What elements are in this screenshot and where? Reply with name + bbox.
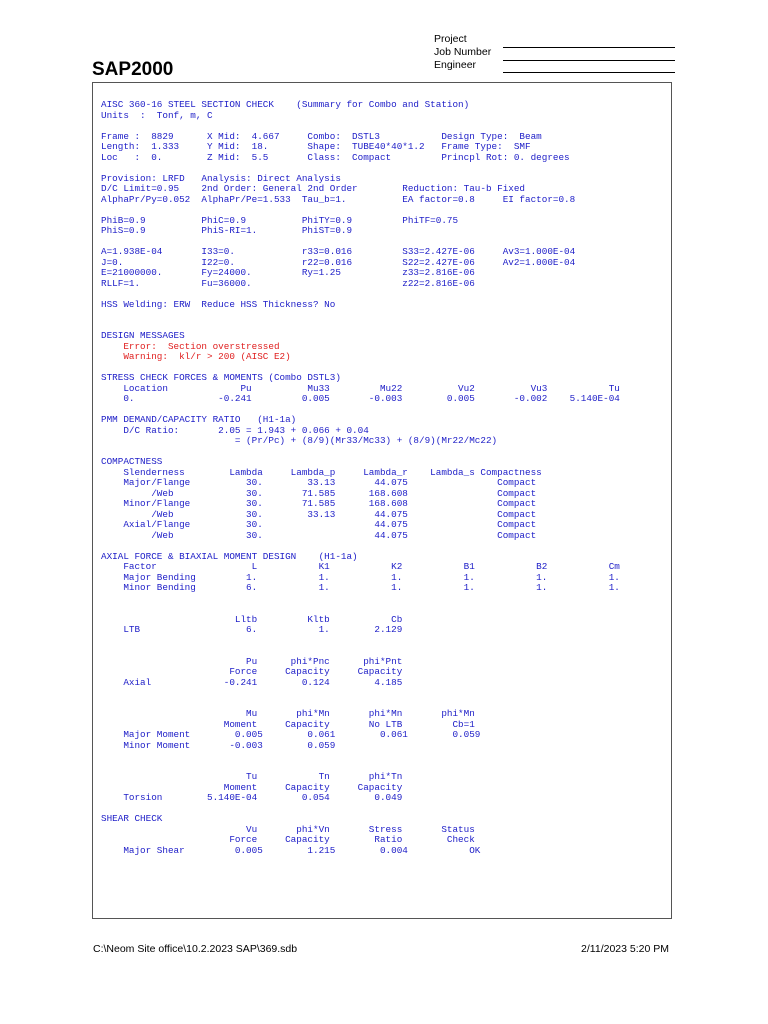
axial-row: Axial -0.241 0.124 4.185	[101, 676, 403, 688]
frame-info-line: Frame : 8829 X Mid: 4.667 Combo: DSTL3 Design Type: Beam	[101, 130, 542, 142]
job-number-line	[503, 60, 675, 61]
shear-check-title: SHEAR CHECK	[101, 813, 163, 824]
hss-welding-line: HSS Welding: ERW Reduce HSS Thickness? No	[101, 298, 336, 310]
moment-header: Moment Capacity No LTB Cb=1	[101, 718, 475, 730]
moment-row: Minor Moment -0.003 0.059	[101, 739, 336, 751]
file-path: C:\Neom Site office\10.2.2023 SAP\369.sdb	[93, 943, 298, 955]
app-title: SAP2000	[92, 59, 174, 80]
engineer-line	[503, 72, 675, 73]
project-line	[503, 47, 675, 48]
stress-check-header: Location Pu Mu33 Mu22 Vu2 Vu3 Tu	[101, 382, 620, 394]
shear-row: Major Shear 0.005 1.215 0.004 OK	[101, 844, 481, 856]
compactness-title: COMPACTNESS	[101, 456, 163, 467]
frame-info-line: Loc : 0. Z Mid: 5.5 Class: Compact Princpl Rot: 0. degrees	[101, 151, 570, 163]
stress-check-row: 0. -0.241 0.005 -0.003 0.005 -0.002 5.140E-04	[101, 393, 620, 404]
error-message: Error: Section overstressed	[101, 340, 280, 352]
frame-info-line: Length: 1.333 Y Mid: 18. Shape: TUBE40*40*1.2 Frame Type: SMF	[101, 141, 531, 152]
provision-line: AlphaPr/Py=0.052 AlphaPr/Pe=1.533 Tau_b=1. EA factor=0.8 EI factor=0.8	[101, 193, 576, 205]
compactness-row: /Web 30. 71.585 168.608 Compact	[101, 487, 537, 499]
engineer-label: Engineer	[434, 59, 477, 71]
axial-moment-line: Factor L K1 K2 B1 B2 Cm	[101, 561, 620, 572]
stress-check-title: STRESS CHECK FORCES & MOMENTS (Combo DSTL3)	[101, 372, 341, 383]
axial-header: Force Capacity Capacity	[101, 666, 403, 677]
design-messages-title: DESIGN MESSAGES	[101, 330, 185, 341]
warning-message: Warning: kl/r > 200 (AISC E2)	[101, 351, 291, 362]
shear-header: Vu phi*Vn Stress Status	[101, 823, 475, 835]
section-prop-line: J=0. I22=0. r22=0.016 S22=2.427E-06 Av2=1.000E-04	[101, 256, 576, 268]
moment-header: Mu phi*Mn phi*Mn phi*Mn	[101, 708, 475, 719]
provision-line: D/C Limit=0.95 2nd Order: General 2nd Order Reduction: Tau-b Fixed	[101, 183, 526, 194]
provision-line: Provision: LRFD Analysis: Direct Analysis	[101, 172, 341, 184]
compactness-row: Axial/Flange 30. 44.075 Compact	[101, 519, 537, 530]
project-label: Project	[434, 33, 467, 45]
shear-header: Force Capacity Ratio Check	[101, 834, 475, 845]
axial-moment-title: AXIAL FORCE & BIAXIAL MOMENT DESIGN (H1-1a)	[101, 550, 358, 562]
compactness-row: Major/Flange 30. 33.13 44.075 Compact	[101, 477, 537, 488]
pmm-formula: = (Pr/Pc) + (8/9)(Mr33/Mc33) + (8/9)(Mr22/Mc22)	[101, 435, 498, 446]
moment-row: Major Moment 0.005 0.061 0.061 0.059	[101, 729, 481, 740]
ltb-row: LTB 6. 1. 2.129	[101, 624, 403, 635]
job-number-label: Job Number	[434, 46, 492, 58]
torsion-row: Torsion 5.140E-04 0.054 0.049	[101, 792, 403, 803]
phi-line: PhiB=0.9 PhiC=0.9 PhiTY=0.9 PhiTF=0.75	[101, 214, 459, 226]
compactness-row: Minor/Flange 30. 71.585 168.608 Compact	[101, 498, 537, 509]
pmm-title: PMM DEMAND/CAPACITY RATIO (H1-1a)	[101, 414, 297, 425]
axial-moment-line: Major Bending 1. 1. 1. 1. 1. 1.	[101, 571, 620, 583]
report-body	[101, 100, 620, 856]
ltb-header: Lltb Kltb Cb	[101, 613, 403, 625]
phi-line: PhiS=0.9 PhiS-RI=1. PhiST=0.9	[101, 225, 353, 236]
pmm-ratio: D/C Ratio: 2.05 = 1.943 + 0.066 + 0.04	[101, 424, 369, 436]
compactness-header: Slenderness Lambda Lambda_p Lambda_r Lambda_s Compactness	[101, 466, 542, 478]
compactness-row: /Web 30. 33.13 44.075 Compact	[101, 508, 537, 520]
torsion-header: Moment Capacity Capacity	[101, 781, 403, 793]
axial-moment-line: Minor Bending 6. 1. 1. 1. 1. 1.	[101, 582, 620, 593]
section-prop-line: RLLF=1. Fu=36000. z22=2.816E-06	[101, 277, 475, 289]
section-prop-line: A=1.938E-04 I33=0. r33=0.016 S33=2.427E-06 Av3=1.000E-04	[101, 246, 576, 257]
axial-header: Pu phi*Pnc phi*Pnt	[101, 655, 403, 667]
section-prop-line: E=21000000. Fy=24000. Ry=1.25 z33=2.816E-06	[101, 267, 475, 278]
compactness-row: /Web 30. 44.075 Compact	[101, 529, 537, 541]
print-datetime: 2/11/2023 5:20 PM	[581, 943, 669, 955]
report-title: AISC 360-16 STEEL SECTION CHECK (Summary for Combo and Station)	[101, 99, 470, 110]
report-units: Units : Tonf, m, C	[101, 109, 213, 121]
torsion-header: Tu Tn phi*Tn	[101, 771, 403, 782]
